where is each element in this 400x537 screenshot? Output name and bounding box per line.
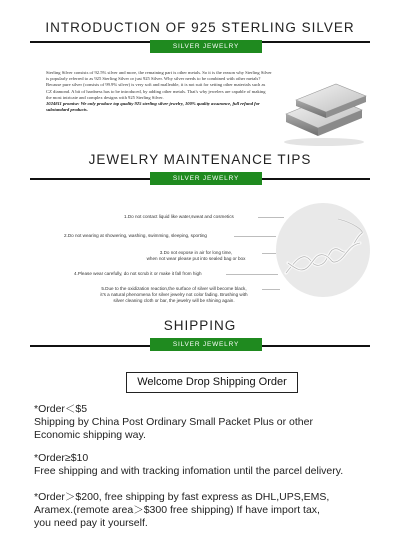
tip-2-leader	[234, 236, 276, 237]
ring-photo	[276, 203, 370, 297]
shipping-line-5: Free shipping and with tracking infomation until the parcel delivery.	[34, 465, 344, 477]
tip-3-line-1: 3.Do not expose in air for long time,	[159, 250, 233, 255]
tip-5-line-3: silver cleaning cloth or bar, the jewelry will be shining again.	[113, 298, 235, 303]
intro-badge: SILVER JEWELRY	[150, 40, 262, 53]
intro-title: INTRODUCTION OF 925 STERLING SILVER	[45, 20, 355, 35]
maintenance-badge: SILVER JEWELRY	[150, 172, 262, 185]
tip-1-leader	[258, 217, 284, 218]
tip-3-leader	[262, 253, 276, 254]
maintenance-title: JEWELRY MAINTENANCE TIPS	[88, 152, 312, 167]
shipping-title: SHIPPING	[163, 318, 237, 333]
drop-shipping-box: Welcome Drop Shipping Order	[126, 372, 298, 393]
shipping-line-6: *Order＞$200, free shipping by fast express as DHL,UPS,EMS,	[34, 491, 330, 503]
tip-5-line-1: 5.Due to the oxidization reaction,the surface of silver will become black,	[101, 286, 247, 291]
shipping-line-7: Aramex.(remote area＞$300 free shipping) If have import tax,	[34, 504, 320, 516]
shipping-line-4: *Order≥$10	[34, 452, 89, 464]
infinity-ring-image	[276, 203, 370, 297]
shipping-line-1: *Order＜$5	[34, 403, 88, 415]
intro-text-block	[46, 70, 272, 113]
silver-bars-image	[276, 80, 372, 150]
intro-paragraph: Sterling Silver consists of 92.5% silver and more, the remaining part is other metals. So it is the reason why Sterling Silver is popularly referred to as 925 Sterling Silver or just 925 Silver. Why silver needs to be combined with other metals? Because pure silver (consists of 99.9% silver) is very soft and malleable, it is not suit for setting other materials such as CZ diamond. A bit of hardness has to be introduced, by adding other metals. That's why jewelers are capable of making the most intricate and complex designs with 925 Sterling Silver.	[46, 70, 272, 100]
tip-5-leader	[262, 289, 280, 290]
tip-4: 4.Please wear carefully, do not scrub it or make it fall from high	[74, 271, 202, 276]
intro-promise: 1024811 promise: We only produce top quality 925 sterling silver jewelry, 100% quality assurance, full refund for substandard products.	[46, 101, 260, 113]
tip-2: 2.Do not wearing at showering, washing, swimming, sleeping, sporting	[64, 233, 207, 238]
tip-4-leader	[226, 274, 278, 275]
tip-3-line-2: when not wear please put into sealed bag or box	[146, 256, 246, 261]
tip-5-line-2: it's a natural phenomena for silver jewelry not color fading. Brushing with	[100, 292, 248, 297]
shipping-line-8: you need pay it yourself.	[34, 517, 148, 529]
shipping-badge: SILVER JEWELRY	[150, 338, 262, 351]
tip-1: 1.Do not contact liquid like water,sweat and cosmetics	[124, 214, 234, 219]
shipping-line-3: Economic shipping way.	[34, 429, 146, 441]
shipping-line-2: Shipping by China Post Ordinary Small Packet Plus or other	[34, 416, 313, 428]
